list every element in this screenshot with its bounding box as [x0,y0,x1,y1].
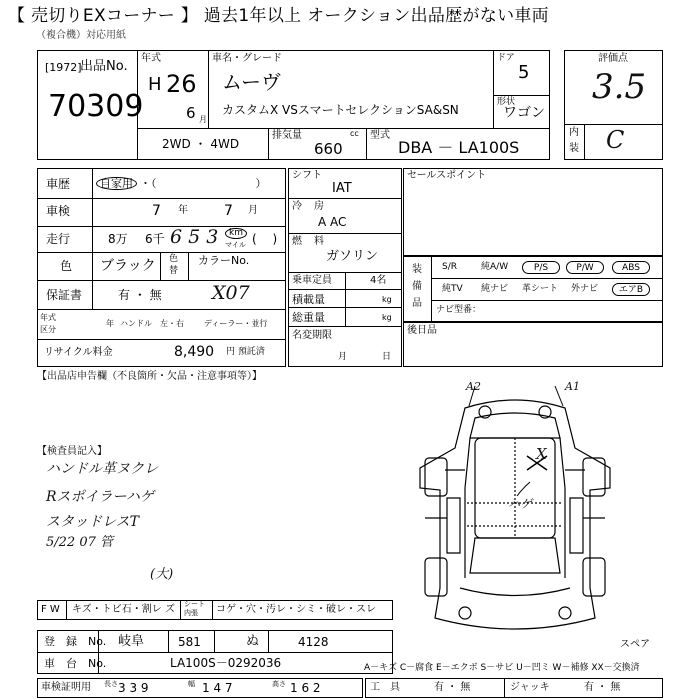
diagram-mark-a2: A2 [466,380,481,393]
cc-label: cc [350,129,359,138]
capacity-value: 4名 [370,275,387,286]
tools-value: 有 ・ 無 [434,682,471,693]
inspection-month: 7 [224,203,233,219]
shape-value: ワゴン [503,105,545,121]
mileage-km: km [225,228,247,239]
lot-year-tag: [1972] [45,61,82,74]
color-value: ブラック [100,258,156,274]
doors-value: 5 [518,62,530,83]
doors-label: ドア [497,53,515,63]
certificate-label: 車検証明用 [41,682,91,693]
equipment-label-2: 備 [412,281,422,292]
year-value: 26 [166,70,197,98]
inspection-year-unit: 年 [178,205,188,216]
cert-width-label: 幅 [188,680,195,688]
seat-label-2: 内張 [184,609,198,617]
fw-items: キズ・トビ石・割レ ズ [72,604,175,615]
year-type-label-1: 年式 [40,313,56,322]
reg-number: 4128 [298,635,329,649]
equipment-label-1: 装 [412,264,422,275]
color-change-label-1: 色 [169,254,179,264]
after-items-block [403,322,663,367]
after-items-label: 後日品 [407,325,437,336]
drive-type: 2WD ・ 4WD [162,137,240,151]
seller-notes-label: 【出品店申告欄（不良箇所・欠品・注意事項等）】 [37,371,262,382]
mileage-paren: ( ) [252,232,278,246]
fuel-label-2: 料 [314,236,324,247]
ac-label-2: 房 [314,201,324,212]
jack-label: ジャッキ [510,682,550,693]
spare-label: スペア [620,639,650,650]
reg-kana: ぬ [246,634,260,649]
color-change-label-2: 替 [169,266,179,276]
gross-label: 総重量 [292,311,325,324]
cert-height: 1 6 2 [290,681,321,695]
equip-leather-seat: 革シート [522,284,559,294]
inspection-month-unit: 月 [248,205,258,216]
load-label: 積載量 [292,293,325,306]
warranty-value: 有 ・ 無 [118,288,162,302]
rating-score: 3.5 [592,67,647,107]
navi-model-label: ナビ型番： [436,305,482,315]
fuel-value: ガソリン [326,249,379,264]
shift-label: シフト [292,170,322,181]
history-value: 自家用 [96,177,137,190]
color-label: 色 [60,259,73,273]
recycle-unit: 円 預託済 [226,347,265,357]
recycle-label: リサイクル料金 [44,347,113,358]
sales-point-label: セールスポイント [407,170,487,181]
fw-label: F W [41,604,60,615]
model-value: DBA － LA100S [398,138,520,157]
chassis-label: 車 台 No. [44,657,107,670]
year-era: H [148,74,162,95]
damage-legend: A－キズ C－腐食 E－エクボ S－サビ U－凹ミ W－補修 XX－交換済 [364,663,640,673]
inspection-label: 車検 [46,204,71,218]
equipment-label-3: 品 [412,298,422,309]
year-type-label-2: 区分 [40,325,56,334]
equip-sunroof: S/R [442,262,457,272]
mileage-sen: 6千 [145,232,165,246]
ac-label-1: 冷 [292,201,302,212]
shift-value: IAT [332,181,352,196]
color-no-value: X07 [212,282,250,304]
inspector-line-3: スタッドレスT [46,514,139,530]
inspector-line-1: ハンドル革ヌクレ [46,461,158,477]
dealer-options: ディーラー・並行 [204,319,268,328]
ac-value: A AC [318,215,347,229]
equip-airbag: エアB [612,283,650,296]
color-no-label: カラーNo. [198,254,250,267]
equip-abs: ABS [612,261,650,274]
interior-label-1: 内 [569,127,579,138]
inspector-line-4: 5/22 07 管 [46,535,113,550]
mileage-label: 走行 [46,232,71,246]
history-label: 車歴 [46,177,71,191]
change-deadline-label: 名変期限 [292,330,332,341]
car-name: ムーヴ [222,70,281,94]
shape-label: 形状 [497,97,516,107]
interior-grade: C [606,126,625,154]
warranty-label: 保証書 [46,288,83,302]
change-deadline-month: 月 [338,352,348,362]
cert-length: 3 3 9 [118,681,149,695]
diagram-mark-a1: A1 [565,380,580,393]
inspection-year: 7 [152,203,161,219]
month-unit: 月 [199,115,207,124]
recycle-value: 8,490 [174,344,215,360]
equip-alloy-wheel: 純A/W [481,262,509,272]
model-label: 型式 [370,130,390,141]
history-other: ・（ ） [140,177,267,190]
displacement-value: 660 [314,140,343,158]
seat-label-1: シート [184,600,205,608]
chassis-number: LA100S－0292036 [170,656,282,670]
load-unit: kg [382,295,392,304]
name-label: 車名・グレード [212,53,282,64]
inspector-label: 【検査員記入】 [37,446,107,457]
mileage-man: 8万 [108,232,128,246]
equip-genuine-navi: 純ナビ [481,284,509,294]
year-type-unit: 年 [106,319,114,328]
car-grade: カスタムX VSスマートセレクションSA&SN [222,103,459,117]
cert-height-label: 高さ [272,680,286,688]
seat-items: コゲ・穴・汚レ・シミ・破レ・スレ [216,604,376,615]
cert-width: 1 4 7 [202,681,233,695]
mileage-handwritten: 6 5 3 [170,226,219,248]
cert-length-label: 長さ [104,680,118,688]
page-title: 【 売切りEXコーナー 】 過去1年以上 オークション出品歴がない車両 [8,6,549,26]
gross-unit: kg [382,313,392,322]
fw-mark: (大) [150,567,174,582]
equip-power-window: P/W [566,261,604,274]
diagram-mark-x: X [536,445,547,463]
reg-class: 581 [178,635,201,649]
interior-label-2: 装 [569,143,579,154]
equip-aftermarket-navi: 外ナビ [571,284,599,294]
jack-value: 有 ・ 無 [584,682,621,693]
equip-power-steering: P/S [522,261,560,274]
reg-no-label: 登 録 No. [44,635,107,648]
sales-point-block [403,168,663,256]
capacity-label: 乗車定員 [292,275,332,286]
lot-label: 出品No. [80,59,128,74]
year-label: 年式 [141,53,161,64]
month-value: 6 [186,104,196,122]
change-deadline-day: 日 [382,352,392,362]
fuel-label-1: 燃 [292,236,302,247]
equip-genuine-tv: 純TV [442,284,463,294]
form-subtitle: （複合機）対応用紙 [36,30,126,41]
diagram-mark-hage: ハゲ [508,497,533,511]
inspector-line-2: Rスポイラーハゲ [46,489,154,505]
tools-label: 工 具 [370,682,400,693]
lot-number: 70309 [48,89,144,124]
handle-options: ハンドル 左・右 [120,319,184,328]
mileage-mile: マイル [225,241,246,249]
reg-prefecture: 岐阜 [118,634,145,649]
rating-label: 評価点 [598,53,628,64]
displacement-label: 排気量 [272,130,302,141]
